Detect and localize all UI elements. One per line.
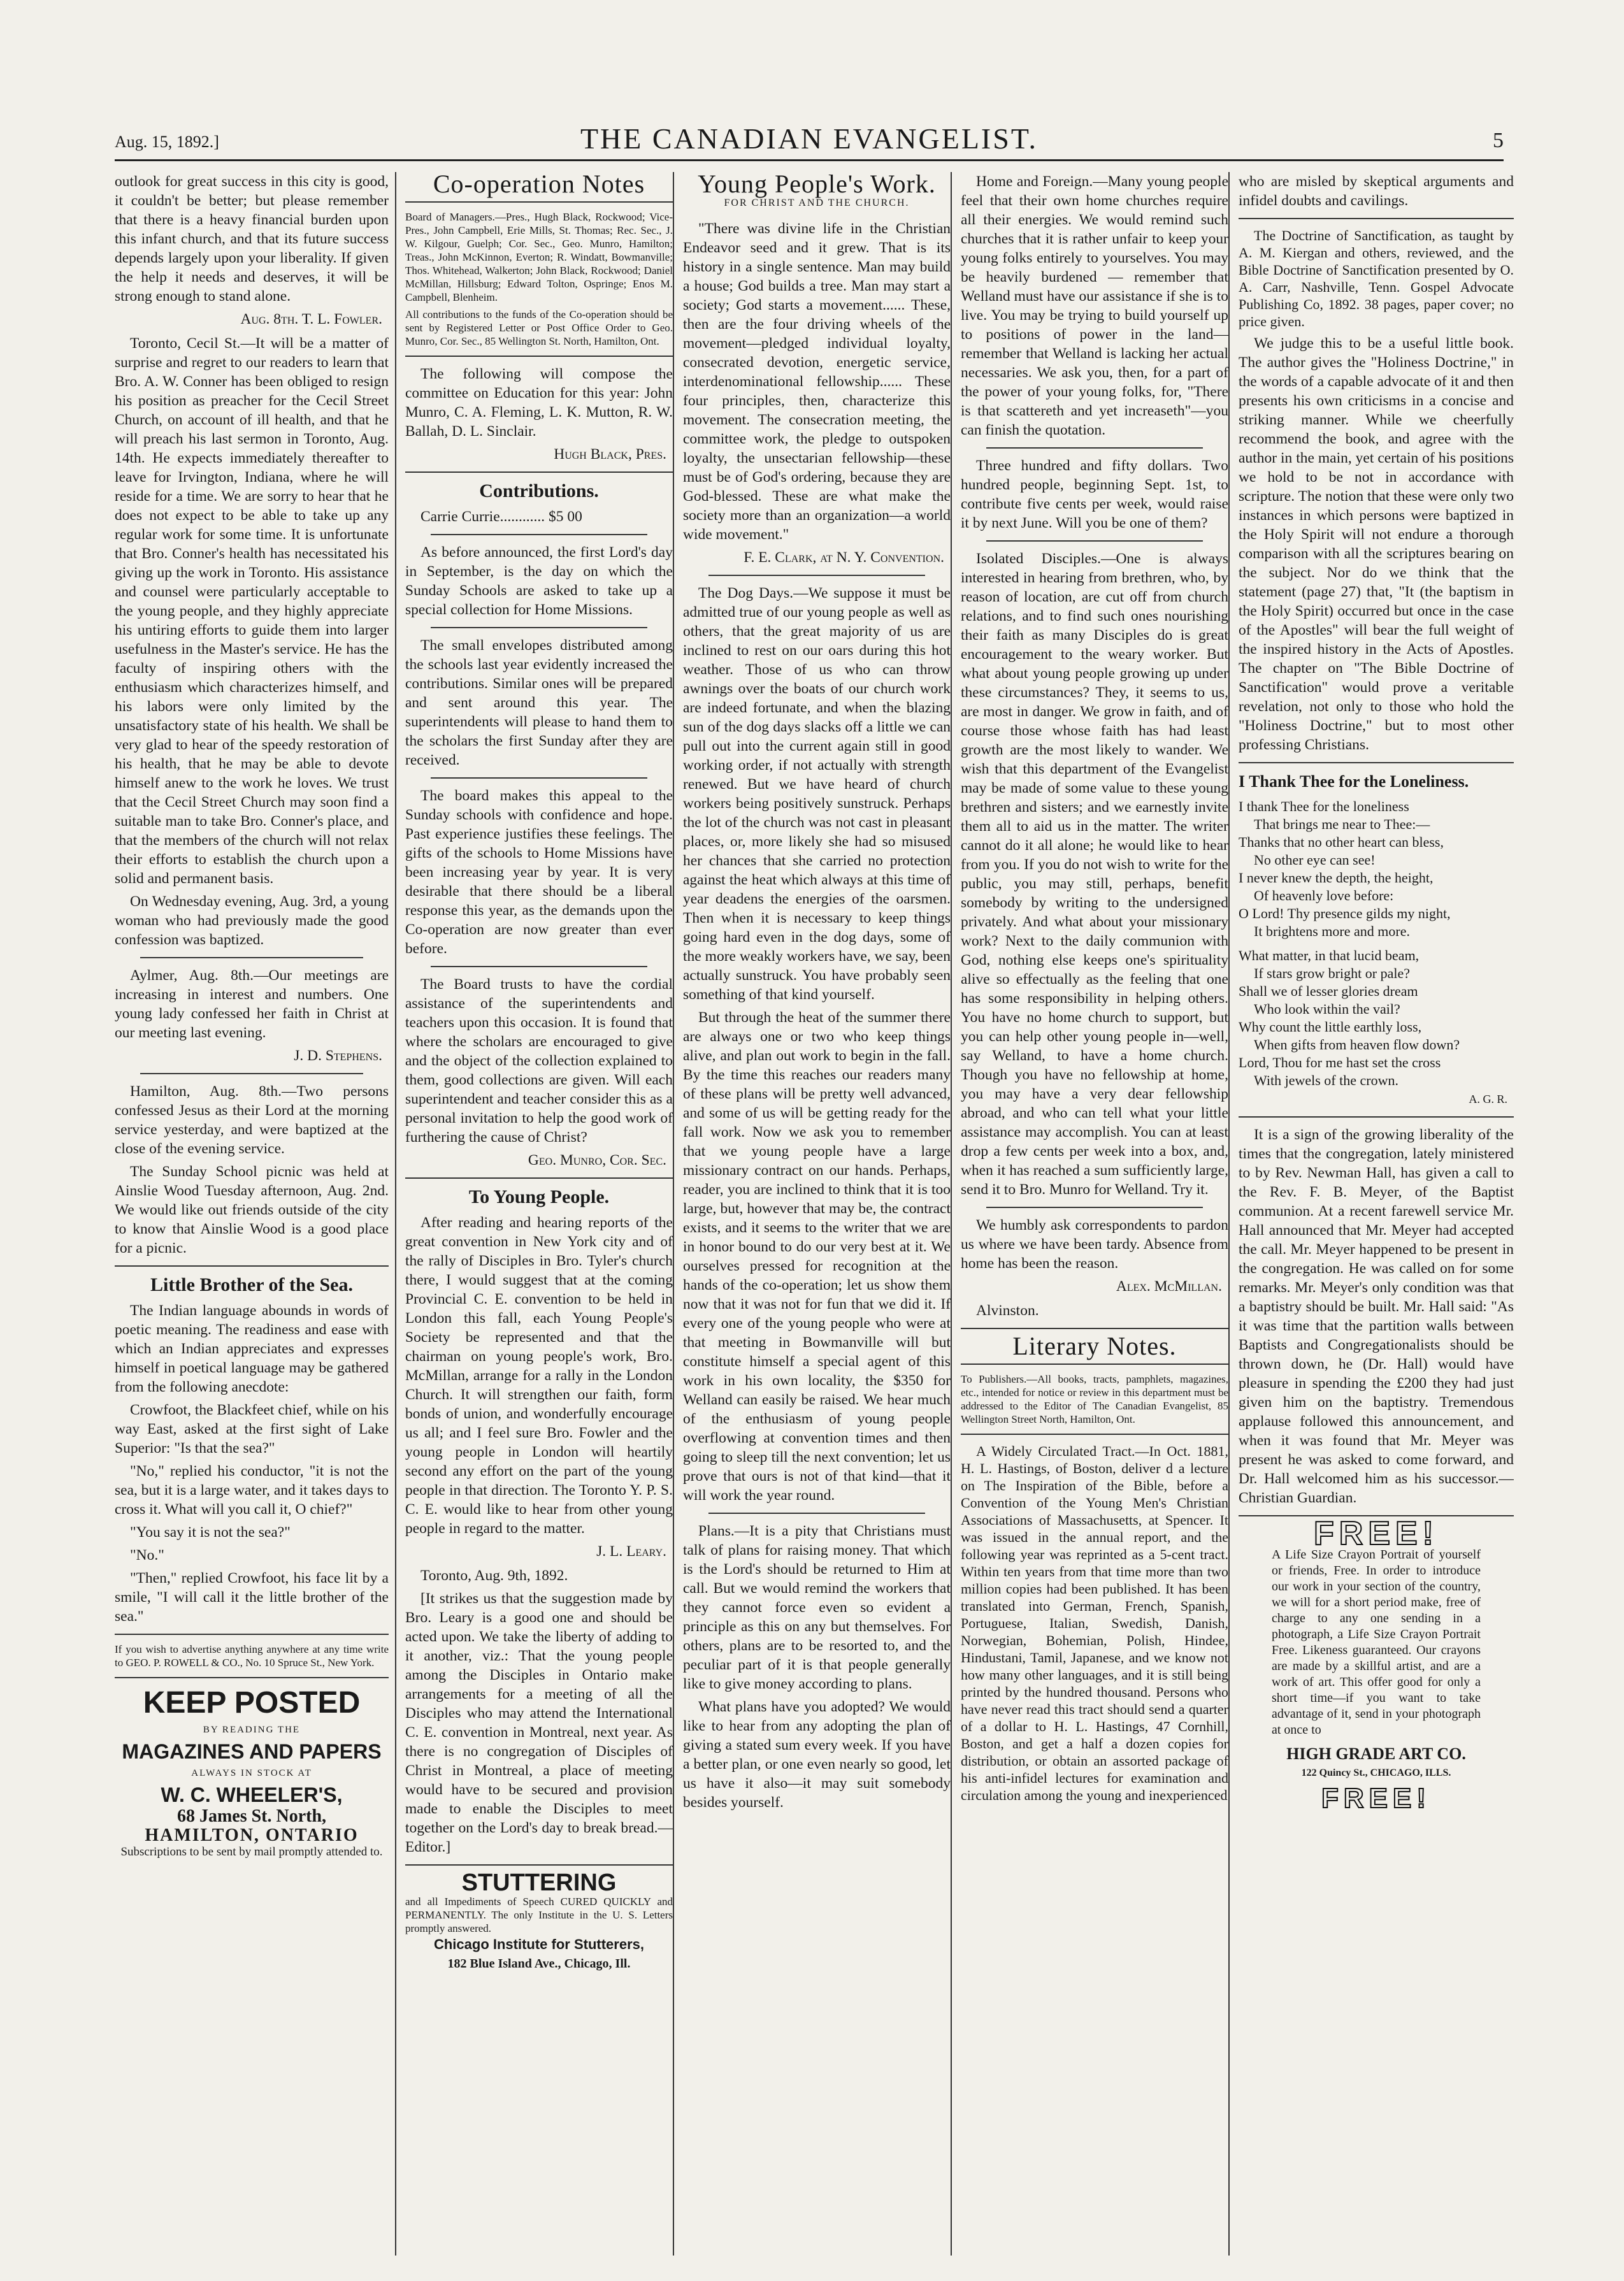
signature: J. D. Stephens. (294, 1047, 382, 1064)
article-paragraph: The Indian language abounds in words of poetic meaning. The readiness and ease with which an Indian appreciates and expresses himself in poetical language may be gathered from the following anecdote: (115, 1302, 389, 1395)
article-paragraph: The Sunday School picnic was held at Ainslie Wood Tuesday afternoon, Aug. 2nd. We would like out friends outside of the city to know that Ainslie Wood is a good place for a picnic. (115, 1163, 389, 1256)
ad-name: W. C. WHEELER'S, (161, 1783, 343, 1806)
divider (405, 201, 673, 203)
article-paragraph: "There was divine life in the Christian Endeavor seed and it grew. That is its history in a single sentence. Man may build a house; God builds a tree. Man may start a society; God starts a movement...... These, then are the four driving wheels of the movement—pledged individual loyalty, consecrated devotion, energetic service, interdenominational fellowship...... These four principles, then, characterize this movement. The consecration meeting, the committee work, the pledge to outspoken loyalty, the unsectarian fellowship—these must be of God's ordering, because they are God-blessed. These are what make the society more than an organization—a world wide movement." (683, 220, 951, 543)
poem-line: Of heavenly love before: (1254, 888, 1394, 903)
page-number: 5 (1493, 129, 1504, 152)
poem-line: O Lord! Thy presence gilds my night, (1239, 905, 1451, 921)
article-paragraph: Hamilton, Aug. 8th.—Two persons confessed Jesus as their Lord at the morning service yesterday, and were baptized at the close of the evening service. (115, 1083, 389, 1157)
divider (961, 1434, 1228, 1435)
poem-line: I never knew the depth, the height, (1239, 870, 1434, 886)
article-paragraph: Three hundred and fifty dollars. Two hundred people, beginning Sept. 1st, to contribute five cents per week, would raise it by next June. Will you be one of them? (961, 457, 1228, 531)
poem-line: When gifts from heaven flow down? (1254, 1037, 1460, 1053)
divider (115, 1265, 389, 1267)
ad-street: 68 James St. North, (176, 1806, 327, 1826)
divider (431, 966, 647, 967)
article-paragraph: Toronto, Cecil St.—It will be a matter of surprise and regret to our readers to learn that Bro. A. W. Conner has been obliged to resign his position as preacher for the Cecil Street Church, on account of ill health, and that he will preach his last sermon in Toronto, Aug. 14th. He expects immediately thereafter to leave for Irvington, Indiana, where he will reside for a time. We are sorry to hear that he does not expect to be able to take up any regular work for some time. It is unfortunate that Bro. Conner's health has necessitated his giving up the work in Toronto. His assistance and counsel were particularly acceptable to the young people, and they highly appreciate his untiring efforts to guide them into larger usefulness in the Master's service. He has the faculty of inspiring others with the enthusiasm which characterizes himself, and his labors were only limited by the unsatisfactory state of his health. We shall be very glad to hear of the speedy restoration of his health, that he may be able to devote himself anew to the work he loves. We trust that the Cecil Street Church may soon find a suitable man to take Bro. Conner's place, and that the members of the church will not relax their efforts to establish the church upon a solid and permanent basis. (115, 335, 389, 887)
article-paragraph: "Then," replied Crowfoot, his face lit by a smile, "I will call it the little brother of the sea." (115, 1570, 389, 1625)
article-paragraph: Plans.—It is a pity that Christians must talk of plans for raising money. That which is the Lord's should be returned to Him at call. But we would remind the workers that they cannot force even so evident a principle as this on any but themselves. For others, plans are to be resorted to, and the peculiar part of it is that people generally like to give money according to plans. (683, 1523, 951, 1692)
signature: J. L. Leary. (596, 1543, 666, 1560)
columns (115, 172, 1514, 2256)
divider (405, 1864, 673, 1866)
section-heading: Literary Notes. (1012, 1332, 1177, 1360)
divider (708, 1513, 925, 1514)
poem-line: I thank Thee for the loneliness (1239, 798, 1409, 814)
section-subheading: FOR CHRIST AND THE CHURCH. (724, 198, 910, 208)
divider (986, 540, 1203, 542)
poem-line: With jewels of the crown. (1254, 1072, 1398, 1088)
signature: Geo. Munro, Cor. Sec. (528, 1152, 666, 1169)
poem-line: What matter, in that lucid beam, (1239, 947, 1419, 963)
divider (405, 1177, 673, 1179)
ad-headline: MAGAZINES AND PAPERS (122, 1740, 382, 1763)
poem-line: Why count the little earthly loss, (1239, 1019, 1422, 1035)
article-paragraph: The small envelopes distributed among the schools last year evidently increased the contributions. Similar ones will be prepared and sent around this year. The superintendents will please to hand them to the scholars the first Sunday after they are received. (405, 637, 673, 768)
article-paragraph: On Wednesday evening, Aug. 3rd, a young woman who had previously made the good confession was baptized. (115, 893, 389, 948)
poem-line: Who look within the vail? (1254, 1001, 1400, 1017)
poem-line: If stars grow bright or pale? (1254, 965, 1410, 981)
newspaper-title: THE CANADIAN EVANGELIST. (580, 122, 1038, 155)
divider (405, 471, 673, 473)
article-paragraph: "No," replied his conductor, "it is not the sea, but it is a large water, and it takes days to cross it. What will you call it, O chief?" (115, 1463, 389, 1518)
signature: A. G. R. (1469, 1093, 1507, 1105)
article-paragraph: "No." (130, 1547, 164, 1564)
article-paragraph: We judge this to be a useful little book. The author gives the "Holiness Doctrine," in the words of a capable advocate of it and then presents his own criticisms in a concise and striking manner. While we cheerfully recommend the book, and agree with the author in the main, yet certain of his positions we hold to be not in accordance with scripture. The notion that these were only two instances in which persons were baptized in the Holy Spirit will not endure a thorough comparison with all the scriptures bearing on the subject. Nor do we think that the statement (page 27) that, "It (the baptism in the Holy Spirit) occurred but once in the case of the Apostles" will bear the full weight of the inspired history in the Acts of Apostles. The chapter on "The Bible Doctrine of Sanctification" would prove a veritable revelation, not only to those who hold the "Holiness Doctrine," but to most other professing Christians. (1239, 335, 1514, 753)
divider (140, 1073, 363, 1074)
column-4 (951, 172, 1228, 2256)
ad-text: BY READING THE (203, 1725, 301, 1735)
signature: Aug. 8th. T. L. Fowler. (240, 311, 382, 327)
divider (115, 1677, 389, 1678)
contribution-notice: All contributions to the funds of the Co-operation should be sent by Registered Letter or Post Office Order to Geo. Munro, Cor. Sec., 85 Wellington St. North, Hamilton, Ont. (405, 308, 673, 347)
section-heading: Co-operation Notes (433, 172, 645, 198)
ad-text: Subscriptions to be sent by mail promptly attended to. (120, 1845, 383, 1859)
section-heading: Young People's Work. (698, 172, 936, 198)
poem-line: Thanks that no other heart can bless, (1239, 834, 1444, 850)
poem-line: No other eye can see! (1254, 852, 1376, 868)
ad-city: HAMILTON, ONTARIO (145, 1825, 359, 1845)
ad-text: and all Impediments of Speech CURED QUICKLY and PERMANENTLY. The only Institute in the U. S. Letters promptly answered. (405, 1896, 673, 1934)
publishers-notice: To Publishers.—All books, tracts, pamphlets, magazines, etc., intended for notice or review in this department must be addressed to the Editor of The Canadian Evangelist, 85 Wellington Street North, Hamilton, Ont. (961, 1373, 1228, 1425)
divider (431, 534, 647, 535)
divider (708, 575, 925, 576)
signature: F. E. Clark, at N. Y. Convention. (744, 549, 944, 566)
article-paragraph: It is a sign of the growing liberality of the times that the congregation, lately ministered to by Rev. Newman Hall, has given a call to the Rev. F. B. Meyer, of the Baptist communion. At a recent farewell service Mr. Hall announced that Mr. Meyer had accepted the call. Mr. Meyer happened to be present in the congregation. He was called on for some remarks. Mr. Meyer's only condition was that a baptistry should be built. Mr. Hall said: "As it was time that the partition walls between Baptists and Congregationalists should be thrown down, he (Dr. Hall) would have pleasure in spending the £200 they had just given him on the baptistry. Tremendous applause followed this announcement, and when it was found that Mr. Meyer was present he was asked to come forward, and Dr. Hall welcomed him as his successor.—Christian Guardian. (1239, 1126, 1514, 1506)
signature: Alex. McMillan. (1116, 1278, 1222, 1295)
ad-text: A Life Size Crayon Portrait of yourself or friends, Free. In order to introduce our work in your section of the country, we will for a short period make, free of charge to any one sending in a photograph, a Life Size Crayon Portrait Free. Likeness guaranteed. Our crayons are made by a skillful artist, and are a work of art. This offer good for only a short time—if you want to take advantage of it, send in your photograph at once to (1272, 1548, 1481, 1737)
article-paragraph: After reading and hearing reports of the great convention in New York city and of the rally of Disciples in Bro. Tyler's church there, I would suggest that at the coming Provincial C. E. convention to be held in London this fall, each Young People's Society be represented and that the chairman on young people's work, Bro. McMillan, arrange for a rally in the London Church. It will strengthen our faith, form bonds of union, and wonderfully encourage us all; and I feel sure Bro. Fowler and the young people in London will heartily second any effort on the part of the young people in that direction. The Toronto Y. P. S. C. E. would like to hear from other young people in regard to the matter. (405, 1214, 673, 1537)
poem-line: It brightens more and more. (1254, 923, 1410, 939)
contribution-line: Carrie Currie............ $5 00 (420, 508, 582, 525)
board-of-managers: Board of Managers.—Pres., Hugh Black, Rockwood; Vice-Pres., John Campbell, Erie Mills, St. Thomas; Rec. Sec., J. W. Kilgour, Guelph; Cor. Sec., Geo. Munro, Hamilton; Treas., John McKinnon, Everton; R. Windatt, Bowmanville; Thos. Whitehead, Walkerton; John Black, Rockwood; Daniel McMillan, Hillsburg; Edward Tolton, Ospringe; Enos M. Campbell, Blenheim. (405, 211, 673, 303)
dateline: Alvinston. (976, 1302, 1039, 1319)
divider (986, 1207, 1203, 1208)
poem (1239, 798, 1514, 1090)
column-3 (673, 172, 951, 2256)
issue-date: Aug. 15, 1892.] (115, 133, 219, 151)
divider (961, 1364, 1228, 1365)
art-co-ad (1239, 1515, 1514, 1814)
ad-name: Chicago Institute for Stutterers, (433, 1936, 645, 1952)
divider (986, 447, 1203, 449)
poem-line: Shall we of lesser glories dream (1239, 983, 1418, 999)
wheeler-ad (115, 1686, 389, 1859)
article-paragraph: A Widely Circulated Tract.—In Oct. 1881, H. L. Hastings, of Boston, deliver d a lecture on The Inspiration of the Bible, before a Convention of the Young Men's Christian Associations of Massachusetts, at Spencer. It was issued in the annual report, and the following year was reprinted as a 5-cent tract. Within ten years from that time more than two million copies had been published. It has been translated into German, French, Spanish, Portuguese, Italian, Swedish, Danish, Norwegian, Bohemian, Polish, Hindee, Hindustani, Tamil, Japanese, and we know not how many other languages, and it is still being printed by the hundred thousand. Persons who have never read this tract should send a quarter of a dollar to H. L. Hastings, 47 Cornhill, Boston, and get a half a dozen copies for distribution, or obtain an assorted package of his anti-infidel lectures for examination and circulation among the young and inexperienced (961, 1443, 1228, 1803)
dateline: Toronto, Aug. 9th, 1892. (420, 1567, 568, 1584)
article-paragraph: We humbly ask correspondents to pardon us where we have been tardy. Absence from home has been the reason. (961, 1217, 1228, 1272)
ad-text: ALWAYS IN STOCK AT (191, 1768, 312, 1778)
divider (115, 1634, 389, 1635)
masthead (115, 115, 1504, 161)
article-paragraph: outlook for great success in this city is good, it couldn't be better; but please remember that there is a heavy financial burden upon this infant church, and that its future success depends largely upon your liberality. If given the help it needs and deserves, it will be strong enough to stand alone. (115, 173, 389, 305)
ad-headline: FREE! (1314, 1515, 1439, 1552)
article-paragraph: The following will compose the committee on Education for this year: John Munro, C. A. Fleming, L. K. Mutton, R. W. Ballah, D. L. Sinclair. (405, 366, 673, 440)
ad-headline: FREE! (1321, 1783, 1431, 1814)
signature: Hugh Black, Pres. (554, 446, 666, 463)
ad-company: HIGH GRADE ART CO. (1286, 1745, 1466, 1763)
article-paragraph: who are misled by skeptical arguments and infidel doubts and cavilings. (1239, 173, 1514, 209)
rowell-ad: If you wish to advertise anything anywhere at any time write to GEO. P. ROWELL & CO., No. 10 Spruce St., New York. (115, 1643, 389, 1669)
poem-title: I Thank Thee for the Loneliness. (1239, 772, 1469, 791)
article-paragraph: [It strikes us that the suggestion made by Bro. Leary is a good one and should be acted upon. We take the liberty of adding to it another, viz.: That the young people among the Disciples in Ontario make arrangements for a meeting of all the Disciples who may attend the International C. E. convention in Montreal, next year. As there is no congregation of Disciples of Christ in Montreal, a place of meeting would have to be secured and provision made to enable the Disciples to meet together on the Lord's day to break bread.—Editor.] (405, 1590, 673, 1855)
divider (431, 777, 647, 779)
divider (405, 356, 673, 357)
divider (431, 627, 647, 628)
article-paragraph: But through the heat of the summer there are always one or two who keep things alive, and plan out work to begin in the fall. By the time this reaches our readers many of these plans will be pretty well advanced, and some of us will be getting ready for the fall work. Now we ask you to remember that we young people have a large missionary contract on our hands. Perhaps, reader, you are inclined to think that it is too large, but, however that may be, the contract exists, and it seems to the writer that we are in honor bound to do our very best at it. We ourselves pressed for recognition at the hands of the co-operation; let us show them now that it was not for fun that we did it. If every one of the young people who were at that meeting in Bowmanville will but constitute himself a special agent of this work in his own locality, the $350 for Welland can easily be raised. We hear much of the enthusiasm of young people overflowing at convention times and then going to sleep till the next convention; let us prove that ours is not of that kind—that it will work the year round. (683, 1009, 951, 1504)
ad-address: 182 Blue Island Ave., Chicago, Ill. (447, 1957, 631, 1971)
article-paragraph: Aylmer, Aug. 8th.—Our meetings are increasing in interest and numbers. One young lady confessed her faith in Christ at our meeting last evening. (115, 967, 389, 1041)
article-paragraph: Home and Foreign.—Many young people feel that their own home churches require all their energies. We would remind such churches that it is rather unfair to keep your young folks entirely to yourselves. You may be heavily burdened — remember that Welland must have our assistance if she is to live. You may be trying to build yourself up to positions of power in the land—remember that Welland is lacking her actual necessaries. We ask you, then, for a part of the power of your young folks, for, "There is that scattereth and yet increaseth"—you can finish the quotation. (961, 173, 1228, 438)
article-paragraph: The Board trusts to have the cordial assistance of the superintendents and teachers upon this occasion. It is found that where the scholars are encouraged to give and the object of the collection explained to them, good collections are given. Will each superintendent and teacher consider this as a personal invitation to help the good work of furthering the cause of Christ? (405, 976, 673, 1146)
article-paragraph: Isolated Disciples.—One is always interested in hearing from brethren, who, by reason of location, are cut off from church relations, and to find such ones nourishing their faith as many Disciples do is great encouragement to the weary worker. But what about young people growing up under these circumstances? They, it seems to us, are most in danger. We grow in faith, and of course those whose faith has had least growth are the most likely to wander. We wish that this department of the Evangelist may be made of some value to these young brethren and sisters; and we earnestly invite them all to aid us in the matter. The writer cannot do it all alone; he would like to hear from you. If you do not wish to write for the public, you may still, perhaps, benefit somebody by writing to the undersigned privately. And what about your missionary work? Next to the daily communion with God, nothing else keeps one's spirituality alive so effectually as the feeling that one has some responsibility in helping others. You have no home church to support, but you can help other young people in—well, say Welland, to have a home church. Though you have no fellowship at home, you may have a very dear fellowship abroad, and who can tell what your little assistance may accomplish. You can at least drop a few cents per week into a box, and, when it has reached a sum sufficiently large, send it to Bro. Munro for Welland. Try it. (961, 550, 1228, 1198)
section-heading: To Young People. (468, 1186, 610, 1207)
divider (1239, 1116, 1514, 1118)
section-heading: Contributions. (479, 480, 599, 501)
divider (1239, 218, 1514, 219)
article-paragraph: As before announced, the first Lord's day in September, is the day on which the Sunday Schools are asked to take up a special collection for Home Missions. (405, 544, 673, 618)
section-heading: Little Brother of the Sea. (150, 1274, 353, 1295)
article-paragraph: The board makes this appeal to the Sunday schools with confidence and hope. Past experience justifies these feelings. The gifts of the schools to Home Missions have been increasing year by year. It is very desirable that there should be a liberal response this year, as the demands upon the Co-operation are now greater than ever before. (405, 788, 673, 957)
book-listing: The Doctrine of Sanctification, as taught by A. M. Kiergan and others, reviewed, and the Bible Doctrine of Sanctification presented by O. A. Carr, Nashville, Tenn. Gospel Advocate Publishing Co, 1892. 38 pages, paper cover; no price given. (1239, 227, 1514, 329)
poem-line: That brings me near to Thee:— (1254, 816, 1430, 832)
column-5 (1228, 172, 1514, 2256)
divider (961, 1328, 1228, 1329)
column-1 (115, 172, 389, 2256)
article-paragraph: "You say it is not the sea?" (130, 1524, 291, 1541)
column-2 (395, 172, 673, 2256)
article-paragraph: Crowfoot, the Blackfeet chief, while on his way East, asked at the first sight of Lake Superior: "Is that the sea?" (115, 1402, 389, 1457)
divider (1239, 762, 1514, 763)
poem-line: Lord, Thou for me hast set the cross (1239, 1054, 1441, 1070)
article-paragraph: What plans have you adopted? We would like to hear from any adopting the plan of giving a stated sum every week. If you have a better plan, or one even nearly so good, let us have it also—it may suit somebody besides yourself. (683, 1699, 951, 1811)
ad-headline: STUTTERING (461, 1869, 617, 1896)
divider (140, 957, 363, 958)
ad-address: 122 Quincy St., CHICAGO, ILLS. (1301, 1767, 1451, 1778)
article-paragraph: The Dog Days.—We suppose it must be admitted true of our young people as well as others, that the great majority of us are inclined to rest on our oars during this hot weather. Those of us who can throw awnings over the boats of our church work are indeed fortunate, and when the blazing sun of the dog days slacks off a little we can pull out into the current again still in good working order, if not actually with strength renewed. But we have heard of church workers being positively sunstruck. Perhaps the lot of the church was not cast in pleasant places, or, more likely she had so misused her chances that she carried no protection against the heat which always at this time of year deadens the energies of the oarsmen. Then when it is necessary to keep things going hard even in the dog days, some of the more weakly workers have, we say, been actually sunstruck. You have probably seen something of that kind yourself. (683, 585, 951, 1003)
ad-headline: KEEP POSTED (143, 1686, 361, 1720)
